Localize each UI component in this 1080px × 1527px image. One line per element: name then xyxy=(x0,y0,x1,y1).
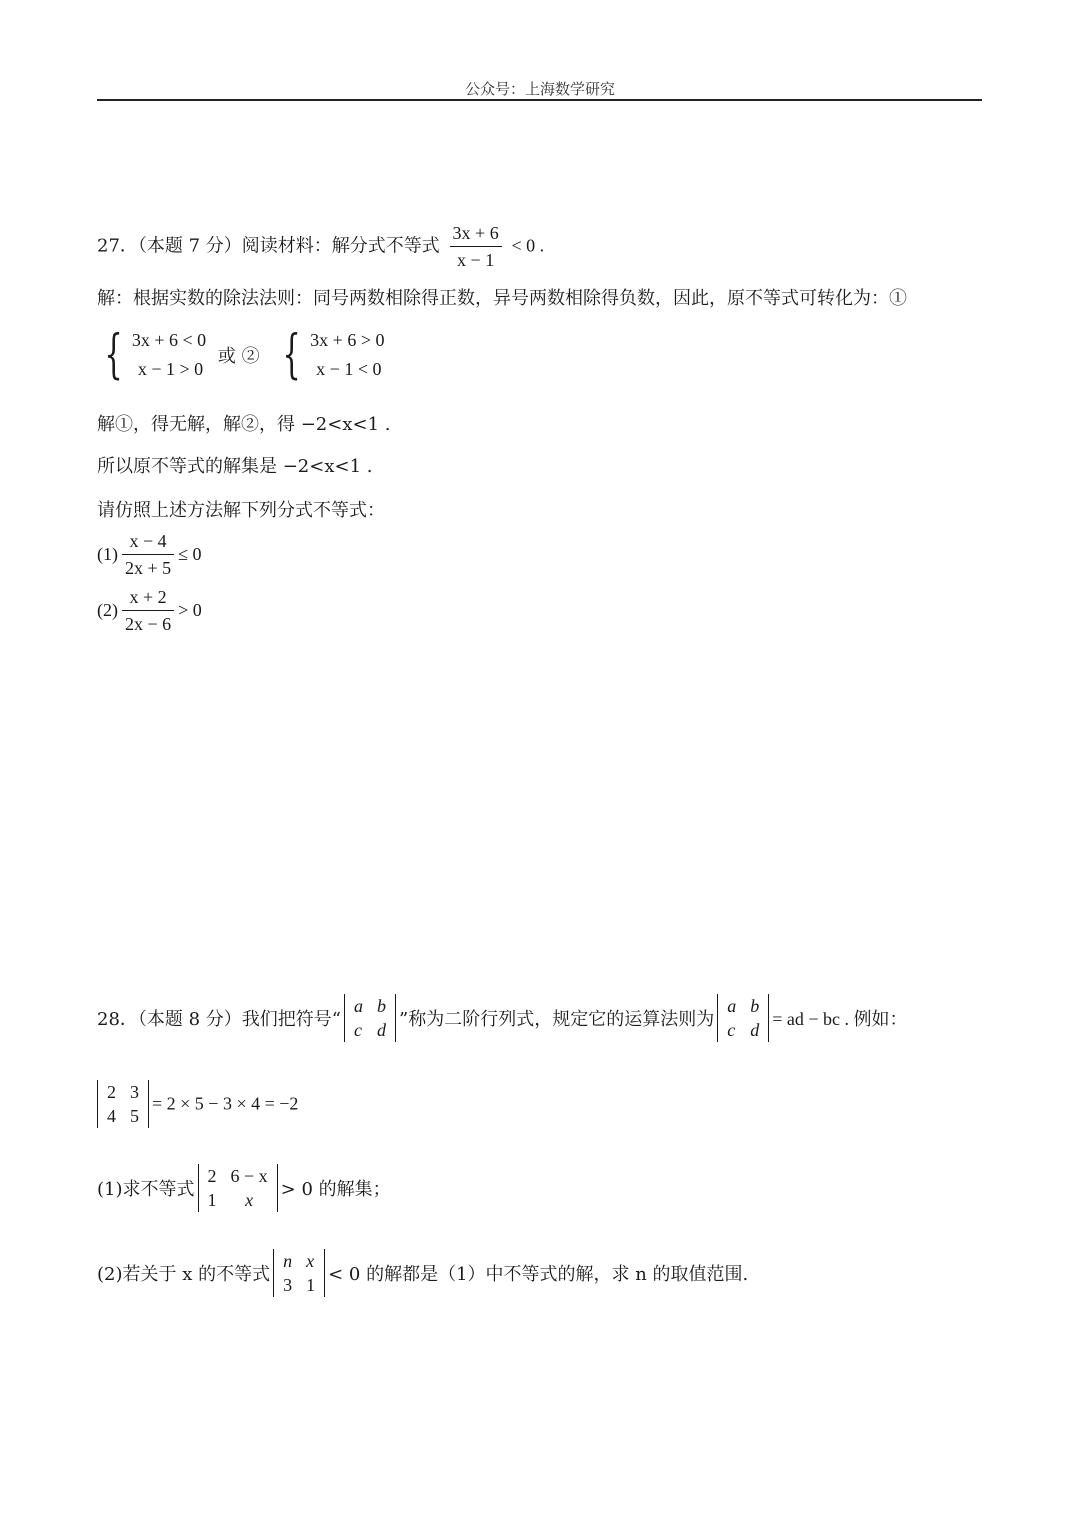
det-cell: b xyxy=(377,996,387,1016)
det-cell: n xyxy=(283,1251,293,1271)
det-cell: x xyxy=(245,1190,254,1210)
p27-sys2-row2: x − 1 < 0 xyxy=(316,359,382,379)
p27-or: 或 ② xyxy=(217,346,260,367)
p28-q1-determinant xyxy=(198,1164,278,1212)
det-cell: a xyxy=(727,996,737,1016)
q2-label: (2) xyxy=(97,600,118,620)
p27-solve-line: 解①，得无解，解②，得 −2<x<1 . xyxy=(97,414,391,435)
p27-system-1 xyxy=(132,326,206,384)
p27-frac-num: 3x + 6 xyxy=(450,222,502,247)
brace-icon: { xyxy=(104,325,123,385)
p28-rule-determinant xyxy=(717,994,769,1042)
p28-intro-b: ”称为二阶行列式，规定它的运算法则为 xyxy=(399,1009,715,1030)
p28-q2-post: < 0 的解都是（1）中不等式的解，求 n 的取值范围. xyxy=(328,1264,749,1285)
q2-num: x + 2 xyxy=(122,586,174,611)
det-cell: 6 − x xyxy=(230,1166,268,1186)
p28-q1-post: > 0 的解集； xyxy=(280,1179,391,1200)
p28-intro-a: 28．（本题 8 分）我们把符号“ xyxy=(97,1009,342,1030)
p28-question-2 xyxy=(97,1249,748,1297)
det-cell: d xyxy=(377,1020,387,1040)
p28-example xyxy=(97,1080,298,1128)
q1-tail: ≤ 0 xyxy=(178,544,202,564)
det-cell: 3 xyxy=(283,1275,293,1295)
p27-systems xyxy=(97,326,384,384)
p27-intro: 27．（本题 7 分）阅读材料：解分式不等式 xyxy=(97,235,440,257)
p28-intro-c: = ad − bc . 例如： xyxy=(772,1009,908,1029)
q2-tail: > 0 xyxy=(178,600,202,620)
p28-example-determinant xyxy=(97,1080,149,1128)
q2-fraction xyxy=(122,586,174,635)
p27-solution: 解：根据实数的除法法则：同号两数相除得正数，异号两数相除得负数，因此，原不等式可转化为：① xyxy=(97,288,907,309)
p28-example-tail: = 2 × 5 − 3 × 4 = −2 xyxy=(152,1093,299,1114)
q1-label: (1) xyxy=(97,544,118,564)
p27-instruction: 请仿照上述方法解下列分式不等式： xyxy=(97,500,385,521)
p28-q2-determinant xyxy=(273,1249,325,1297)
p27-system-2 xyxy=(310,326,384,384)
det-cell: 1 xyxy=(306,1275,316,1295)
det-cell: a xyxy=(354,996,364,1016)
p28-symbol-determinant xyxy=(344,994,396,1042)
det-cell: 1 xyxy=(207,1190,217,1210)
p27-intro-line xyxy=(97,222,544,271)
p27-sys1-row1: 3x + 6 < 0 xyxy=(131,330,207,350)
p27-fraction xyxy=(450,222,502,271)
det-cell: 3 xyxy=(130,1082,139,1102)
det-cell: 2 xyxy=(207,1166,217,1186)
det-cell: c xyxy=(727,1020,736,1040)
p27-sys1-row2: x − 1 > 0 xyxy=(137,359,204,379)
brace-icon: { xyxy=(282,325,301,385)
q1-fraction xyxy=(122,530,174,579)
det-cell: x xyxy=(306,1251,315,1271)
q1-num: x − 4 xyxy=(122,530,174,555)
p28-q1-pre: (1)求不等式 xyxy=(97,1179,195,1200)
p27-question-2 xyxy=(97,586,202,635)
p27-question-1 xyxy=(97,530,202,579)
p27-result-line: 所以原不等式的解集是 −2<x<1 . xyxy=(97,456,373,477)
p27-frac-den: x − 1 xyxy=(457,250,495,270)
page-header: 公众号：上海数学研究 xyxy=(464,80,615,98)
p28-question-1 xyxy=(97,1164,391,1212)
det-cell: 2 xyxy=(107,1082,116,1102)
p27-sys2-row1: 3x + 6 > 0 xyxy=(310,330,385,350)
p28-intro-line xyxy=(97,994,908,1042)
det-cell: d xyxy=(750,1020,760,1040)
q2-den: 2x − 6 xyxy=(125,614,172,634)
p28-q2-pre: (2)若关于 x 的不等式 xyxy=(97,1264,271,1285)
p27-frac-tail: < 0 . xyxy=(511,235,545,256)
header-rule xyxy=(97,99,982,101)
det-cell: 4 xyxy=(107,1106,116,1126)
det-cell: b xyxy=(750,996,760,1016)
det-cell: c xyxy=(354,1020,363,1040)
det-cell: 5 xyxy=(130,1106,139,1126)
q1-den: 2x + 5 xyxy=(125,558,172,578)
